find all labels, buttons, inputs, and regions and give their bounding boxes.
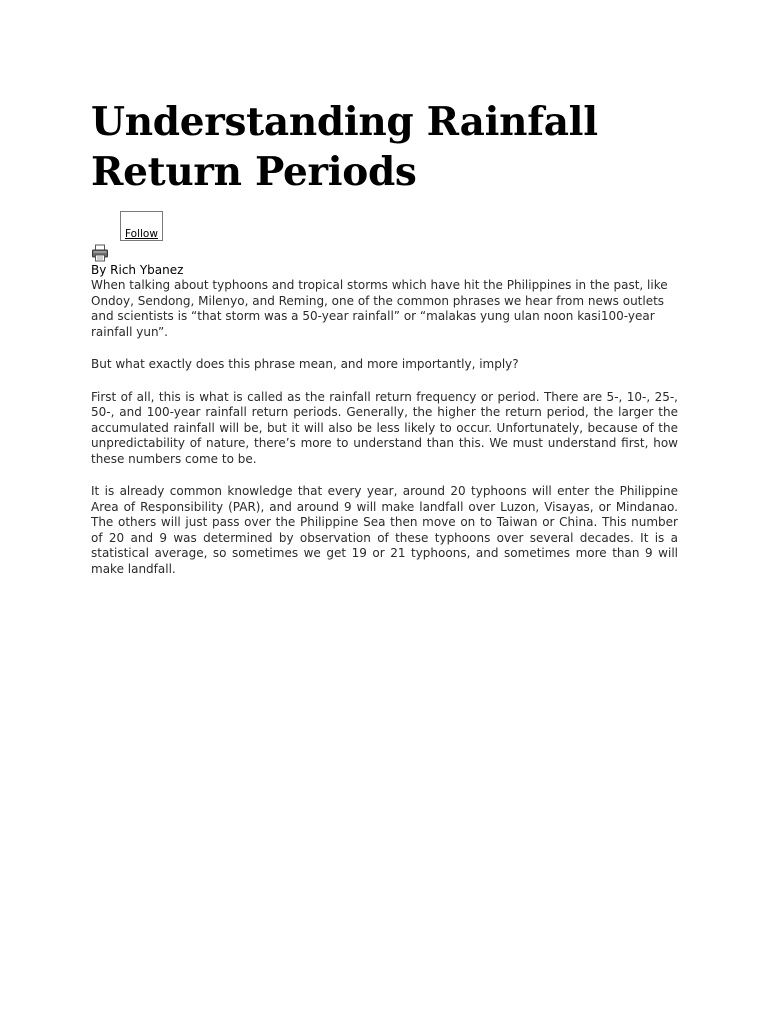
paragraph-2: But what exactly does this phrase mean, and more importantly, imply? (91, 357, 519, 371)
follow-area (91, 211, 678, 243)
article-title: Understanding Rainfall Return Periods (91, 99, 598, 195)
paragraph-1: When talking about typhoons and tropical storms which have hit the Philippines in the past, like Ondoy, Sendong, Milenyo, and Reming, one of the common phrases we hear from news outlets and scientists is “that storm was a 50-year rainfall” or “malakas yung ulan noon kasi100-year rainfall yun”. (91, 278, 668, 339)
paragraph-3: First of all, this is what is called as the rainfall return frequency or period. There are 5-, 10-, 25-, 50-, and 100-year rainfall return periods. Generally, the higher the return period, the larger the accumulated rainfall will be, but it will also be less likely to occur. Unfortunately, because of the unpredictability of nature, there’s more to understand than this. We must understand first, how these numbers come to be. (91, 389, 678, 466)
print-row (91, 243, 678, 263)
byline: By Rich Ybanez (91, 263, 184, 277)
paragraph-4: It is already common knowledge that every year, around 20 typhoons will enter the Philippine Area of Responsibility (PAR), and around 9 will make landfall over Luzon, Visayas, or Mindanao. The others will just pass over the Philippine Sea then move on to Taiwan or China. This number of 20 and 9 was determined by observation of these typhoons over several decades. It is a statistical average, so sometimes we get 19 or 21 typhoons, and sometimes more than 9 will make landfall. (91, 484, 678, 576)
follow-button[interactable]: Follow (120, 211, 163, 241)
printer-icon[interactable] (91, 244, 109, 262)
